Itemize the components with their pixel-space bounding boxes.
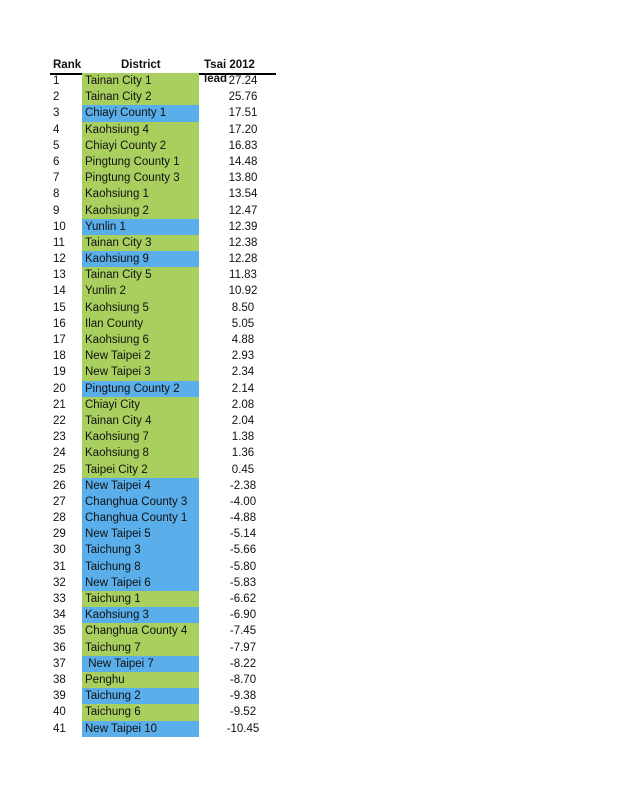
district-cell: Tainan City 2 [82,89,199,105]
lead-cell: 8.50 [231,301,255,314]
rank-cell: 40 [53,706,66,719]
district-cell: Kaohsiung 4 [82,122,199,138]
district-cell: Chiayi City [82,397,199,413]
lead-cell: -2.38 [229,479,257,492]
lead-cell: 17.20 [228,123,258,136]
district-cell: Ilan County [82,316,199,332]
district-cell: Pingtung County 1 [82,154,199,170]
district-cell: Taichung 3 [82,542,199,558]
district-header: District [121,59,161,71]
lead-cell: 5.05 [231,317,255,330]
rank-cell: 41 [53,722,66,735]
district-cell: Kaohsiung 5 [82,300,199,316]
district-cell: New Taipei 2 [82,348,199,364]
district-cell: Chiayi County 1 [82,105,199,121]
rank-cell: 31 [53,560,66,573]
lead-cell: 0.45 [231,463,255,476]
rank-cell: 28 [53,512,66,525]
rank-cell: 38 [53,673,66,686]
rank-cell: 10 [53,220,66,233]
district-cell: Yunlin 1 [82,219,199,235]
district-cell: Taipei City 2 [82,462,199,478]
district-cell: Kaohsiung 8 [82,445,199,461]
rank-cell: 13 [53,269,66,282]
lead-cell: 14.48 [228,155,258,168]
rank-cell: 27 [53,495,66,508]
district-cell: New Taipei 10 [82,721,199,737]
district-cell: Kaohsiung 3 [82,607,199,623]
district-cell: Yunlin 2 [82,283,199,299]
district-cell: Taichung 1 [82,591,199,607]
lead-cell: -8.22 [229,657,257,670]
rank-cell: 5 [53,139,60,152]
rank-cell: 8 [53,188,60,201]
rank-cell: 24 [53,447,66,460]
rank-header: Rank [53,59,82,71]
lead-cell: -4.88 [229,512,257,525]
rank-cell: 37 [53,657,66,670]
district-cell: Pingtung County 2 [82,381,199,397]
rank-cell: 2 [53,91,60,104]
lead-cell: 27.24 [228,75,258,87]
lead-cell: 1.38 [231,431,255,444]
district-cell: Kaohsiung 1 [82,186,199,202]
lead-cell: -6.62 [229,593,257,605]
rank-cell: 17 [53,334,66,346]
lead-cell: 12.39 [228,220,258,233]
lead-cell: -5.83 [229,576,257,589]
rank-cell: 23 [53,431,66,444]
district-cell: Kaohsiung 2 [82,203,199,219]
district-cell: Tainan City 4 [82,413,199,429]
lead-cell: 13.54 [228,188,258,201]
rank-cell: 16 [53,317,66,330]
lead-cell: -8.70 [229,673,257,686]
lead-cell: -9.52 [229,706,257,719]
district-cell: New Taipei 6 [82,575,199,591]
district-cell: Tainan City 3 [82,235,199,251]
lead-cell: -9.38 [229,690,257,703]
rank-cell: 33 [53,593,66,605]
rank-cell: 19 [53,366,66,379]
rank-cell: 15 [53,301,66,314]
district-cell: Kaohsiung 9 [82,251,199,267]
lead-cell: 2.93 [231,350,255,363]
district-cell: Tainan City 5 [82,267,199,283]
lead-cell: -5.14 [229,528,257,541]
rank-cell: 29 [53,528,66,541]
lead-cell: -5.80 [229,560,257,573]
district-cell: New Taipei 5 [82,526,199,542]
rank-cell: 25 [53,463,66,476]
district-cell: Pingtung County 3 [82,170,199,186]
lead-cell: 2.08 [231,398,255,411]
lead-cell: 12.38 [228,236,258,249]
rank-cell: 39 [53,690,66,703]
rank-cell: 35 [53,625,66,638]
district-cell: Changhua County 1 [82,510,199,526]
lead-cell: -7.97 [229,641,257,654]
rank-cell: 32 [53,576,66,589]
rank-cell: 3 [53,107,60,120]
lead-cell: 4.88 [231,334,255,346]
rank-cell: 18 [53,350,66,363]
lead-cell: -10.45 [226,722,260,735]
lead-cell: 12.47 [228,204,258,217]
rank-cell: 9 [53,204,60,217]
district-cell: New Taipei 4 [82,478,199,494]
lead-cell: 11.83 [229,269,257,282]
district-cell: Taichung 2 [82,688,199,704]
district-cell: Chiayi County 2 [82,138,199,154]
lead-cell: 13.80 [228,172,258,185]
rank-cell: 4 [53,123,60,136]
rank-cell: 6 [53,155,60,168]
lead-cell: 12.28 [228,253,258,266]
district-cell: Tainan City 1 [82,73,199,89]
lead-cell: 10.92 [228,285,258,298]
district-cell: Kaohsiung 6 [82,332,199,348]
lead-cell: 2.04 [231,414,255,427]
district-cell: Changhua County 4 [82,623,199,639]
district-cell: Taichung 8 [82,559,199,575]
district-cell: Kaohsiung 7 [82,429,199,445]
rank-cell: 7 [53,172,60,185]
rank-cell: 21 [53,398,66,411]
rank-cell: 14 [53,285,66,298]
lead-cell: 2.34 [231,366,255,379]
rank-cell: 22 [53,414,66,427]
lead-cell: -4.00 [229,495,257,508]
district-cell: Taichung 6 [82,704,199,720]
lead-cell: -5.66 [229,544,257,557]
rank-cell: 30 [53,544,66,557]
lead-cell: 17.51 [228,107,258,120]
rank-cell: 34 [53,609,66,622]
rank-cell: 36 [53,641,66,654]
rank-cell: 1 [53,75,60,87]
district-cell: New Taipei 3 [82,364,199,380]
lead-cell: 25.76 [228,91,258,104]
rank-cell: 11 [53,236,65,249]
rank-cell: 20 [53,382,66,395]
lead-cell: -7.45 [229,625,257,638]
district-cell: Penghu [82,672,199,688]
lead-cell: 16.83 [228,139,258,152]
lead-cell: -6.90 [229,609,257,622]
district-cell: New Taipei 7 [82,656,199,672]
district-cell: Taichung 7 [82,640,199,656]
rank-cell: 26 [53,479,66,492]
rank-cell: 12 [53,253,66,266]
district-cell: Changhua County 3 [82,494,199,510]
lead-cell: 2.14 [231,382,255,395]
lead-cell: 1.36 [231,447,255,460]
lead-header: Tsai 2012 lead [204,59,255,85]
